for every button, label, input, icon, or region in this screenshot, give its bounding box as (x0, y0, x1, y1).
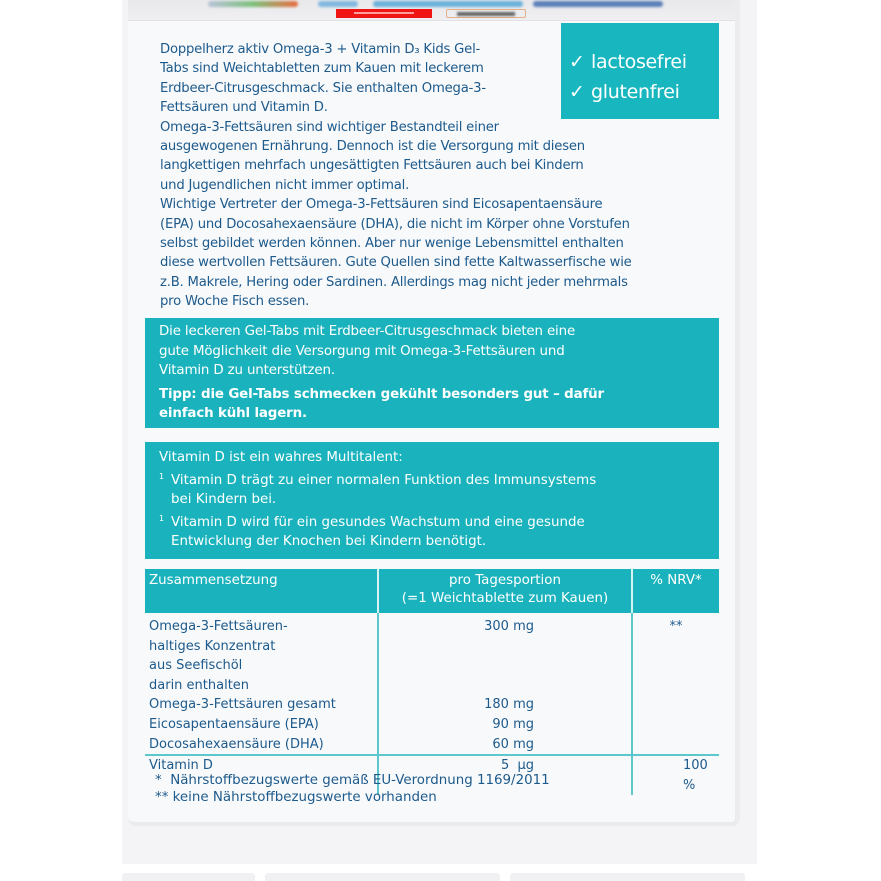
header-tagesportion (378, 569, 632, 613)
highlight-box (145, 318, 719, 428)
row-nrv (632, 735, 719, 756)
table-row (145, 715, 719, 735)
table-row (145, 676, 719, 696)
tipp-text (159, 385, 705, 424)
header-line: (=1 Weichtablette zum Kauen) (401, 591, 609, 606)
amount-value: 60 mg (492, 736, 534, 752)
footnote-marker: 1 (159, 471, 165, 481)
row-nrv (632, 637, 719, 657)
gallery-thumbnail[interactable] (510, 873, 745, 881)
intro-line: (EPA) und Docosahexaensäure (DHA), die nicht im Körper ohne Vorstufen (160, 216, 630, 232)
amount-value: 300 mg (484, 619, 534, 634)
gallery-thumbnail[interactable] (265, 873, 500, 881)
row-amount (378, 613, 632, 637)
intro-line: diese wertvollen Fettsäuren. Gute Quellen sind fette Kaltwasserfische wie (160, 255, 632, 271)
intro-line: Omega-3-Fettsäuren sind wichtiger Bestandteil einer (160, 119, 499, 135)
claim-line: Vitamin D wird für ein gesundes Wachstum und eine gesunde (171, 514, 585, 530)
row-name: Docosahexaensäure (DHA) (149, 736, 324, 752)
row-name: Eicosapentaensäure (EPA) (149, 716, 319, 732)
table-row (145, 735, 719, 756)
highlight-line: Vitamin D zu unterstützen. (159, 363, 335, 379)
row-nrv (632, 676, 719, 696)
badge-item-lactosefrei (569, 51, 687, 73)
badge-label: glutenfrei (591, 81, 680, 103)
intro-line: pro Woche Fisch essen. (160, 294, 310, 310)
blurred-brand-strip (373, 1, 523, 7)
gallery-thumbnail[interactable] (122, 873, 255, 881)
intro-line: ausgewogenen Ernährung. Dennoch ist die Versorgung mit diesen (160, 139, 585, 155)
table-row (145, 656, 719, 676)
nutrition-table (145, 569, 719, 795)
package-top-edge (128, 0, 735, 21)
vitamin-d-claim (159, 471, 705, 510)
intro-line: Tabs sind Weichtabletten zum Kauen mit leckerem (160, 61, 484, 77)
footnote: ** keine Nährstoffbezugswerte vorhanden (155, 790, 437, 805)
red-label-strip (336, 9, 432, 18)
badge-item-glutenfrei (569, 81, 680, 103)
intro-line: Wichtige Vertreter der Omega-3-Fettsäuren sind Eicosapentaensäure (160, 197, 603, 213)
table-row (145, 637, 719, 657)
intro-line: z.B. Makrele, Hering oder Sardinen. Allerdings mag nicht jeder mehrmals (160, 274, 628, 290)
tipp-line: Tipp: die Gel-Tabs schmecken gekühlt besonders gut – dafür (159, 386, 604, 402)
check-icon: ✓ (569, 51, 585, 73)
claim-line: Vitamin D trägt zu einer normalen Funktion des Immunsystems (171, 472, 597, 488)
intro-line: selbst gebildet werden können. Aber nur wenige Lebensmittel enthalten (160, 236, 624, 252)
intro-line: langkettigen mehrfach ungesättigten Fettsäuren auch bei Kindern (160, 158, 584, 174)
claim-line: Entwicklung der Knochen bei Kindern benötigt. (171, 534, 487, 550)
row-nrv: 100 % (632, 755, 719, 795)
intro-line: Fettsäuren und Vitamin D. (160, 100, 328, 116)
table-header-row (145, 569, 719, 613)
row-nrv (632, 656, 719, 676)
table-footnotes (155, 772, 550, 806)
row-name: haltiges Konzentrat (149, 638, 276, 654)
tan-label-strip (446, 9, 526, 18)
badge-label: lactosefrei (591, 51, 687, 73)
amount-value: 180 mg (484, 697, 534, 713)
product-package-back (128, 0, 740, 826)
row-name: Omega-3-Fettsäuren- (149, 619, 288, 634)
tipp-line: einfach kühl lagern. (159, 406, 307, 422)
intro-line: Doppelherz aktiv Omega-3 + Vitamin D₃ Kids Gel- (160, 42, 481, 57)
row-name: Vitamin D (145, 755, 378, 795)
row-nrv (632, 715, 719, 735)
claim-line: bei Kindern bei. (171, 492, 277, 508)
row-name: Omega-3-Fettsäuren gesamt (149, 697, 336, 713)
blurred-brand-strip (208, 1, 298, 7)
row-nrv (632, 695, 719, 715)
vitamin-d-box (145, 442, 719, 559)
free-from-badge (561, 23, 719, 119)
amount-value: 5 µg (500, 758, 534, 774)
row-amount (378, 715, 632, 735)
table-row (145, 613, 719, 637)
row-amount (378, 637, 632, 657)
footnote: * Nährstoffbezugswerte gemäß EU-Verordnung 1169/2011 (155, 773, 550, 788)
row-name: aus Seefischöl (149, 658, 243, 674)
vitamin-d-claim (159, 513, 705, 552)
header-zusammensetzung: Zusammensetzung (145, 569, 378, 613)
amount-value: 90 mg (492, 716, 534, 732)
blurred-brand-strip (533, 1, 663, 7)
intro-line: Erdbeer-Citrusgeschmack. Sie enthalten Omega-3- (160, 80, 486, 96)
intro-line: und Jugendlichen nicht immer optimal. (160, 177, 410, 193)
highlight-line: gute Möglichkeit die Versorgung mit Omega-3-Fettsäuren und (159, 343, 565, 359)
row-name: darin enthalten (149, 677, 250, 693)
table-row (145, 695, 719, 715)
header-line: pro Tagesportion (449, 573, 561, 588)
vitamin-d-heading: Vitamin D ist ein wahres Multitalent: (159, 450, 403, 465)
row-amount (378, 656, 632, 676)
header-nrv: % NRV* (632, 569, 719, 613)
row-amount (378, 735, 632, 756)
blurred-brand-strip (318, 1, 358, 7)
row-nrv: ** (669, 619, 683, 634)
row-amount (378, 695, 632, 715)
row-amount (378, 676, 632, 696)
footnote-marker: 1 (159, 513, 165, 523)
highlight-line: Die leckeren Gel-Tabs mit Erdbeer-Citrusgeschmack bieten eine (159, 324, 576, 339)
check-icon: ✓ (569, 81, 585, 103)
